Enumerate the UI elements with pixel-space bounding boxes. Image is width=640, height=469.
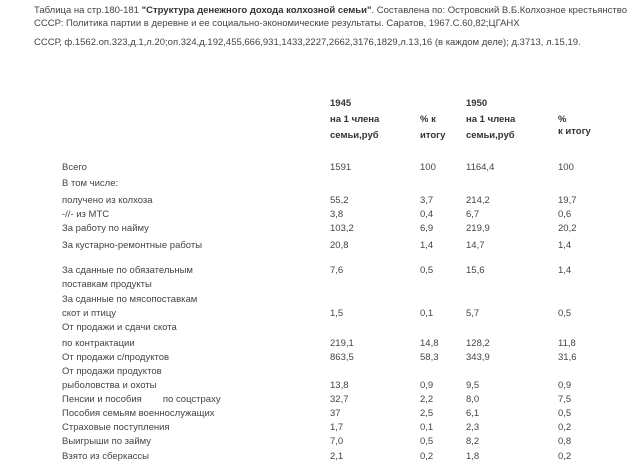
percent-1950: 0,2	[558, 451, 572, 462]
header-per-member-1950: на 1 члена	[466, 114, 516, 125]
value-1950: 14,7	[466, 240, 485, 251]
value-1950: 15,6	[466, 265, 485, 276]
percent-1945: 58,3	[420, 352, 439, 363]
caption-source: . Составлена по: Островский В.Б.Колхозное крестьянство СССР: Политика партии в деревне и ее социально-экономические результаты. Саратов, 1967.С.60,82;ЦГАНХ	[34, 5, 628, 29]
row-label: скот и птицу	[62, 308, 117, 319]
row-label: -//- из МТС	[62, 209, 110, 220]
row-label: В том числе:	[62, 178, 119, 189]
value-1950: 2,3	[466, 422, 480, 433]
value-1945: 37	[330, 408, 341, 419]
header-pct-1950-b: к итогу	[558, 126, 591, 137]
percent-1945: 2,5	[420, 408, 434, 419]
value-1950: 9,5	[466, 380, 480, 391]
value-1945: 1,5	[330, 308, 344, 319]
percent-1950: 0,9	[558, 380, 572, 391]
value-1950: 6,7	[466, 209, 480, 220]
value-1945: 219,1	[330, 338, 354, 349]
percent-1950: 1,4	[558, 240, 572, 251]
row-label: по контрактации	[62, 338, 135, 349]
value-1950: 219,9	[466, 223, 490, 234]
percent-1950: 7,5	[558, 394, 572, 405]
percent-1950: 31,6	[558, 352, 577, 363]
percent-1945: 3,7	[420, 195, 434, 206]
caption-line-2: СССР, ф.1562.оп.323,д.1,л.20;оп.324,д.192,455,666,931,1433,2227,2662,3176,1829,л.13,16 (в каждом деле); д.3713, л.15,19.	[34, 37, 581, 48]
value-1950: 128,2	[466, 338, 490, 349]
percent-1945: 0,1	[420, 422, 434, 433]
percent-1950: 11,8	[558, 338, 576, 349]
row-label: От продажи продуктов	[62, 366, 162, 377]
row-label: поставкам продукты	[62, 279, 152, 290]
value-1945: 55,2	[330, 195, 349, 206]
row-label: Выигрыши по займу	[62, 436, 152, 447]
percent-1945: 1,4	[420, 240, 434, 251]
row-label: За кустарно-ремонтные работы	[62, 240, 203, 251]
header-pct-1945-a: % к	[420, 114, 436, 125]
percent-1950: 100	[558, 162, 574, 173]
value-1950: 214,2	[466, 195, 490, 206]
percent-1950: 0,5	[558, 308, 572, 319]
value-1945: 20,8	[330, 240, 349, 251]
value-1945: 13,8	[330, 380, 349, 391]
row-label: Пособия семьям военнослужащих	[62, 408, 215, 419]
row-label: Страховые поступления	[62, 422, 170, 433]
value-1950: 1164,4	[466, 162, 495, 173]
percent-1945: 6,9	[420, 223, 434, 234]
percent-1950: 1,4	[558, 265, 572, 276]
row-label: рыболовства и охоты	[62, 380, 157, 391]
caption-prefix: Таблица на стр.180-181	[34, 5, 142, 16]
row-label: Взято из сберкассы	[62, 451, 149, 462]
percent-1945: 0,4	[420, 209, 434, 220]
percent-1950: 0,5	[558, 408, 572, 419]
header-pct-1945-b: итогу	[420, 130, 446, 141]
percent-1945: 0,5	[420, 436, 434, 447]
row-label: За работу по найму	[62, 223, 149, 234]
header-unit-1945: семьи,руб	[330, 130, 379, 141]
row-label: За сданные по мясопоставкам	[62, 294, 198, 305]
value-1945: 863,5	[330, 352, 354, 363]
value-1950: 8,2	[466, 436, 480, 447]
header-per-member-1945: на 1 члена	[330, 114, 380, 125]
header-unit-1950: семьи,руб	[466, 130, 515, 141]
percent-1950: 19,7	[558, 195, 577, 206]
percent-1945: 0,9	[420, 380, 434, 391]
value-1945: 1591	[330, 162, 352, 173]
value-1945: 1,7	[330, 422, 344, 433]
row-label: От продажи и сдачи скота	[62, 322, 177, 333]
percent-1945: 0,2	[420, 451, 434, 462]
value-1950: 8,0	[466, 394, 480, 405]
row-label: получено из колхоза	[62, 195, 153, 206]
percent-1945: 0,5	[420, 265, 434, 276]
value-1950: 343,9	[466, 352, 490, 363]
header-pct-1950-a: %	[558, 114, 567, 125]
value-1950: 5,7	[466, 308, 480, 319]
row-label: За сданные по обязательным	[62, 265, 193, 276]
row-label: Всего	[62, 162, 87, 173]
caption-title: "Структура денежного дохода колхозной семьи"	[141, 5, 372, 16]
row-label: От продажи с/продуктов	[62, 352, 170, 363]
value-1945: 3,8	[330, 209, 344, 220]
header-year-1945: 1945	[330, 98, 352, 109]
percent-1950: 20,2	[558, 223, 577, 234]
value-1945: 103,2	[330, 223, 354, 234]
value-1945: 7,6	[330, 265, 344, 276]
percent-1950: 0,8	[558, 436, 572, 447]
percent-1950: 0,2	[558, 422, 572, 433]
percent-1945: 2,2	[420, 394, 434, 405]
row-label: Пенсии и пособия по соцстраху	[62, 394, 221, 405]
value-1945: 2,1	[330, 451, 344, 462]
value-1950: 1,8	[466, 451, 480, 462]
percent-1945: 0,1	[420, 308, 434, 319]
header-year-1950: 1950	[466, 98, 488, 109]
value-1950: 6,1	[466, 408, 480, 419]
percent-1945: 100	[420, 162, 436, 173]
percent-1945: 14,8	[420, 338, 439, 349]
percent-1950: 0,6	[558, 209, 572, 220]
value-1945: 32,7	[330, 394, 349, 405]
value-1945: 7,0	[330, 436, 344, 447]
